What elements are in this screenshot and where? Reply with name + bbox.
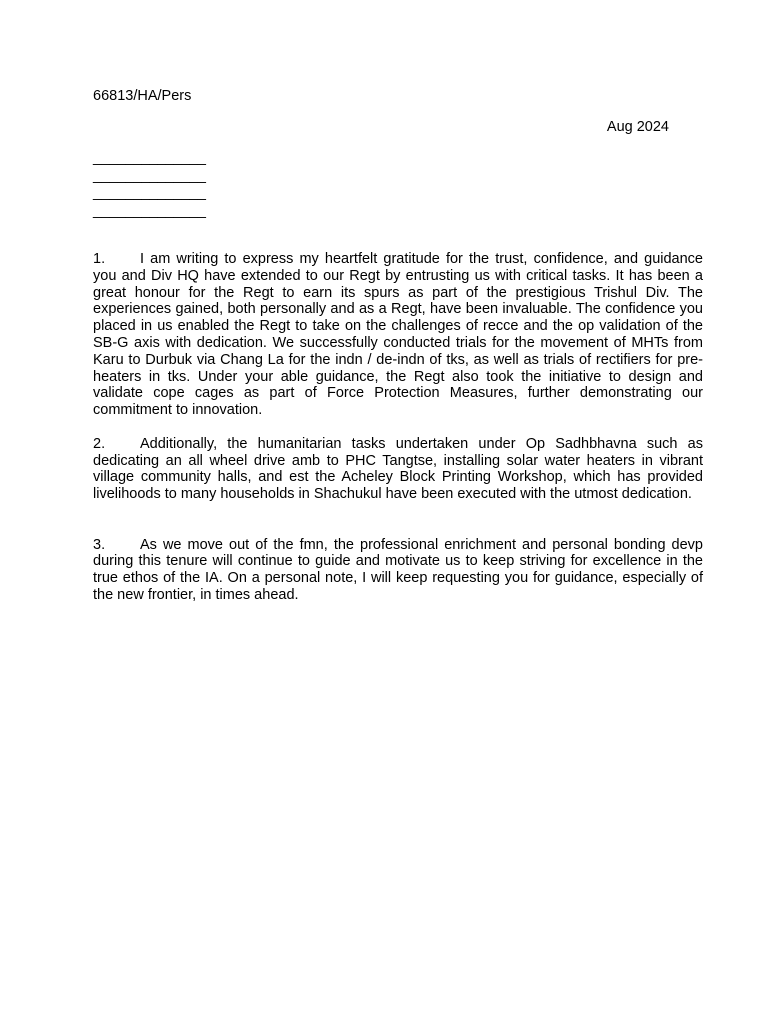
letter-date: Aug 2024: [606, 119, 669, 135]
address-line-2: ______________: [93, 167, 206, 184]
address-line-3: ______________: [93, 185, 206, 201]
paragraph-number: 2.: [93, 435, 106, 452]
address-line-4: ______________: [93, 202, 206, 219]
paragraph-number: 3.: [93, 536, 106, 553]
letter-body: [93, 251, 703, 604]
paragraph-3: [93, 537, 703, 604]
paragraph-text: As we move out of the fmn, the professional enrichment and personal bonding devp during this tenure will continue to guide and motivate us to keep striving for excellence in the true ethos of the IA. On a personal note, I will keep requesting you for guidance, especially of the new frontier, in times ahead.: [93, 536, 703, 603]
paragraph-text: Additionally, the humanitarian tasks undertaken under Op Sadhbhavna such as dedicating an all wheel drive amb to PHC Tangtse, installing solar water heaters in vibrant village community halls, and est the Acheley Block Printing Workshop, which has provided livelihoods to many households in Shachukul have been executed with the utmost dedication.: [93, 435, 703, 503]
paragraph-2: [93, 436, 703, 503]
reference-number: 66813/HA/Pers: [93, 88, 192, 104]
address-block: [93, 150, 206, 220]
paragraph-1: [93, 251, 703, 419]
address-line-1: ______________: [93, 150, 206, 166]
paragraph-number: 1.: [93, 251, 106, 267]
paragraph-spacer: [93, 503, 703, 537]
paragraph-text: I am writing to express my heartfelt gratitude for the trust, confidence, and guidance you and Div HQ have extended to our Regt by entrusting us with critical tasks. It has been a great honour for the Regt to earn its spurs as part of the prestigious Trishul Div. The experiences gained, both personally and as a Regt, have been invaluable. The confidence you placed in us enabled the Regt to take on the challenges of recce and the op validation of the SB-G axis with dedication. We successfully conducted trials for the movement of MHTs from Karu to Durbuk via Chang La for the indn / de-indn of tks, as well as trials of rectifiers for pre-heaters in tks. Under your able guidance, the Regt also took the initiative to design and validate cope cages as part of Force Protection Measures, further demonstrating our commitment to innovation.: [93, 251, 703, 419]
paragraph-spacer: [93, 419, 703, 436]
